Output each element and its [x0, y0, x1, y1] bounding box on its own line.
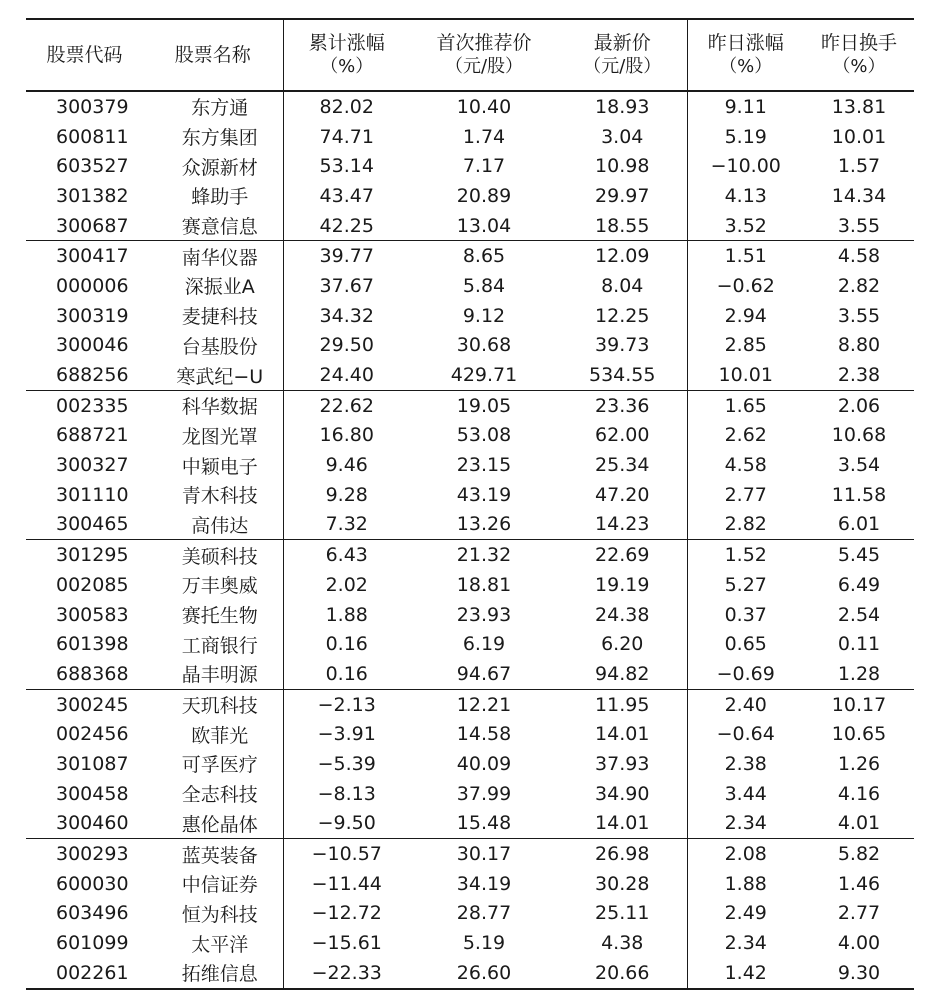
cumulative-gain-cell: 42.25 [283, 211, 410, 241]
stock-code-cell: 688368 [26, 659, 143, 689]
stock-name-cell: 麦捷科技 [181, 306, 258, 329]
yesterday-gain-cell: 9.11 [687, 91, 804, 122]
latest-price-cell: 6.20 [601, 633, 644, 656]
table-row [26, 570, 914, 600]
yesterday-gain-cell: 3.52 [687, 211, 804, 241]
cumulative-gain-cell: 0.16 [283, 659, 410, 689]
header-yesterday-gain [687, 19, 804, 91]
first-recommend-price-cell: 43.19 [456, 483, 512, 506]
stock-name-cell: 太平洋 [191, 933, 249, 956]
table-row [26, 749, 914, 779]
cumulative-gain-cell: −2.13 [283, 689, 410, 719]
first-recommend-price-cell: 15.48 [410, 809, 558, 839]
cumulative-gain-cell: 22.62 [283, 390, 410, 420]
cumulative-gain-cell: −5.39 [283, 749, 410, 779]
yesterday-turnover-cell: 14.34 [831, 184, 887, 207]
first-recommend-price-cell: 30.68 [456, 334, 512, 357]
yesterday-gain-cell: 2.34 [687, 809, 804, 839]
cumulative-gain-cell: 16.80 [283, 421, 410, 451]
latest-price-cell: 3.04 [601, 125, 644, 148]
header-label: 股票代码 [46, 44, 123, 66]
first-recommend-price-cell: 1.74 [462, 125, 506, 148]
latest-price-cell: 22.69 [595, 544, 650, 567]
latest-price-cell: 14.01 [558, 809, 687, 839]
table-row [26, 629, 914, 659]
latest-price-cell: 34.90 [595, 782, 650, 805]
stock-name-cell: 中信证券 [181, 874, 258, 897]
stock-code-cell: 600030 [56, 872, 129, 895]
cumulative-gain-cell: 2.02 [283, 570, 410, 600]
yesterday-gain-cell: −10.00 [687, 151, 804, 181]
stock-code-cell: 301110 [56, 483, 129, 506]
yesterday-turnover-cell: 6.49 [837, 573, 881, 596]
latest-price-cell: 20.66 [558, 958, 687, 989]
latest-price-cell: 62.00 [595, 424, 650, 447]
cumulative-gain-cell: −22.33 [283, 958, 410, 989]
stock-name-cell: 美硕科技 [181, 545, 258, 568]
latest-price-cell: 4.38 [601, 932, 644, 955]
header-label: 最新价 [593, 32, 651, 54]
yesterday-turnover-cell: 10.01 [831, 125, 887, 148]
yesterday-gain-cell: −0.69 [687, 659, 804, 689]
table-row [26, 450, 914, 480]
first-recommend-price-cell: 53.08 [456, 424, 512, 447]
yesterday-gain-cell: 2.49 [687, 899, 804, 929]
cumulative-gain-cell: −15.61 [283, 928, 410, 958]
yesterday-gain-cell: 1.51 [687, 241, 804, 271]
latest-price-cell: 12.25 [595, 304, 650, 327]
cumulative-gain-cell: 6.43 [283, 540, 410, 570]
yesterday-gain-cell: 2.82 [687, 510, 804, 540]
table-row [26, 122, 914, 152]
header-latest-price [558, 19, 687, 91]
latest-price-cell: 534.55 [558, 360, 687, 390]
stock-code-cell: 600811 [56, 125, 129, 148]
header-stock-code [26, 19, 143, 91]
latest-price-cell: 26.98 [595, 843, 650, 866]
yesterday-turnover-cell: 9.30 [804, 958, 914, 989]
header-first-recommend-price [410, 19, 558, 91]
first-recommend-price-cell: 9.12 [462, 304, 506, 327]
cumulative-gain-cell: 1.88 [283, 600, 410, 630]
header-label: 首次推荐价 [436, 32, 532, 54]
cumulative-gain-cell: 24.40 [283, 360, 410, 390]
stock-name-cell: 中颖电子 [181, 455, 258, 478]
stock-name-cell: 蜂助手 [191, 186, 249, 209]
yesterday-gain-cell: 10.01 [687, 360, 804, 390]
latest-price-cell: 10.98 [595, 155, 650, 178]
stock-name-cell: 东方通 [191, 97, 249, 120]
table-row [26, 211, 914, 241]
latest-price-cell: 12.09 [595, 245, 650, 268]
table-row [26, 719, 914, 749]
yesterday-gain-cell: 2.94 [687, 301, 804, 331]
header-unit: （%） [320, 56, 374, 77]
cumulative-gain-cell: 39.77 [283, 241, 410, 271]
first-recommend-price-cell: 20.89 [456, 184, 512, 207]
yesterday-turnover-cell: 3.55 [804, 211, 914, 241]
stock-code-cell: 300417 [56, 245, 129, 268]
stock-code-cell: 601398 [56, 633, 129, 656]
stock-name-cell: 蓝英装备 [181, 844, 258, 867]
table-row [26, 390, 914, 420]
first-recommend-price-cell: 23.93 [456, 603, 512, 626]
stock-name-cell: 东方集团 [181, 127, 258, 150]
yesterday-gain-cell: −0.64 [687, 719, 804, 749]
yesterday-turnover-cell: 8.80 [837, 334, 881, 357]
latest-price-cell: 29.97 [595, 184, 650, 207]
yesterday-turnover-cell: 4.01 [804, 809, 914, 839]
cumulative-gain-cell: −12.72 [283, 899, 410, 929]
latest-price-cell: 24.38 [595, 603, 650, 626]
stock-name-cell: 寒武纪−U [143, 360, 283, 390]
first-recommend-price-cell: 5.84 [462, 274, 506, 297]
stock-name-cell: 台基股份 [181, 335, 258, 358]
first-recommend-price-cell: 14.58 [456, 723, 512, 746]
latest-price-cell: 94.82 [558, 659, 687, 689]
first-recommend-price-cell: 18.81 [456, 573, 512, 596]
yesterday-turnover-cell: 5.45 [837, 544, 881, 567]
stock-code-cell: 300245 [56, 693, 129, 716]
stock-code-cell: 300465 [26, 510, 143, 540]
cumulative-gain-cell: 34.32 [283, 301, 410, 331]
cumulative-gain-cell: 37.67 [283, 271, 410, 301]
yesterday-turnover-cell: 2.06 [837, 394, 881, 417]
stock-code-cell: 301295 [56, 544, 129, 567]
yesterday-gain-cell: 2.40 [687, 689, 804, 719]
table-row [26, 689, 914, 719]
yesterday-turnover-cell: 1.57 [837, 155, 881, 178]
yesterday-gain-cell: 2.38 [687, 749, 804, 779]
yesterday-turnover-cell: 11.58 [831, 483, 887, 506]
yesterday-turnover-cell: 10.68 [831, 424, 887, 447]
first-recommend-price-cell: 12.21 [456, 693, 512, 716]
cumulative-gain-cell: 53.14 [283, 151, 410, 181]
first-recommend-price-cell: 13.26 [410, 510, 558, 540]
cumulative-gain-cell: 0.16 [283, 629, 410, 659]
stock-name-cell: 欧菲光 [191, 724, 249, 747]
first-recommend-price-cell: 21.32 [456, 544, 512, 567]
stock-code-cell: 000006 [56, 274, 129, 297]
latest-price-cell: 19.19 [595, 573, 650, 596]
first-recommend-price-cell: 5.19 [462, 932, 506, 955]
header-unit: （%） [832, 56, 886, 77]
table-row [26, 421, 914, 451]
latest-price-cell: 25.34 [595, 454, 650, 477]
first-recommend-price-cell: 26.60 [410, 958, 558, 989]
stock-code-cell: 301382 [56, 184, 129, 207]
stock-code-cell: 603496 [56, 902, 129, 925]
stock-name-cell: 晶丰明源 [143, 659, 283, 689]
stock-name-cell: 赛托生物 [181, 605, 258, 628]
yesterday-gain-cell: 0.37 [687, 600, 804, 630]
yesterday-turnover-cell: 1.26 [837, 752, 881, 775]
stock-code-cell: 002335 [56, 394, 129, 417]
first-recommend-price-cell: 23.15 [456, 454, 512, 477]
latest-price-cell: 37.93 [595, 752, 650, 775]
stock-code-cell: 300460 [26, 809, 143, 839]
table-row [26, 510, 914, 540]
cumulative-gain-cell: −11.44 [283, 869, 410, 899]
stock-code-cell: 688256 [26, 360, 143, 390]
header-label: 昨日涨幅 [707, 32, 784, 54]
header-label: 累计涨幅 [308, 32, 385, 54]
table-row [26, 659, 914, 689]
header-stock-name [143, 19, 283, 91]
first-recommend-price-cell: 34.19 [456, 872, 512, 895]
stock-code-cell: 300046 [56, 334, 129, 357]
yesterday-gain-cell: 1.52 [687, 540, 804, 570]
cumulative-gain-cell: 82.02 [283, 91, 410, 122]
table-row [26, 958, 914, 989]
stock-name-cell: 众源新材 [181, 156, 258, 179]
header-unit: （元/股） [583, 56, 662, 77]
stock-name-cell: 天玑科技 [181, 695, 258, 718]
stock-table-sheet [26, 18, 914, 990]
header-cumulative-gain [283, 19, 410, 91]
stock-code-cell: 300687 [26, 211, 143, 241]
table-row [26, 600, 914, 630]
latest-price-cell: 47.20 [595, 483, 650, 506]
cumulative-gain-cell: 74.71 [283, 122, 410, 152]
table-row [26, 360, 914, 390]
yesterday-turnover-cell: 3.54 [837, 454, 881, 477]
table-row [26, 928, 914, 958]
stock-code-cell: 300458 [56, 782, 129, 805]
yesterday-gain-cell: 2.34 [687, 928, 804, 958]
yesterday-gain-cell: 2.62 [687, 421, 804, 451]
cumulative-gain-cell: −3.91 [283, 719, 410, 749]
yesterday-turnover-cell: 6.01 [804, 510, 914, 540]
yesterday-gain-cell: −0.62 [687, 271, 804, 301]
cumulative-gain-cell: 9.46 [283, 450, 410, 480]
stock-name-cell: 全志科技 [181, 784, 258, 807]
table-row [26, 271, 914, 301]
cumulative-gain-cell: 7.32 [283, 510, 410, 540]
yesterday-gain-cell: 2.08 [687, 839, 804, 869]
yesterday-turnover-cell: 5.82 [837, 843, 881, 866]
table-row [26, 480, 914, 510]
stock-code-cell: 002085 [56, 573, 129, 596]
stock-code-cell: 301087 [56, 752, 129, 775]
first-recommend-price-cell: 13.04 [410, 211, 558, 241]
yesterday-turnover-cell: 2.54 [837, 603, 881, 626]
header-unit: （元/股） [444, 56, 524, 77]
yesterday-turnover-cell: 1.46 [837, 872, 881, 895]
stock-code-cell: 601099 [56, 932, 129, 955]
first-recommend-price-cell: 8.65 [462, 245, 506, 268]
yesterday-turnover-cell: 0.11 [837, 633, 881, 656]
latest-price-cell: 8.04 [601, 274, 644, 297]
table-row [26, 869, 914, 899]
cumulative-gain-cell: 43.47 [283, 181, 410, 211]
cumulative-gain-cell: −8.13 [283, 779, 410, 809]
yesterday-turnover-cell: 2.82 [837, 274, 881, 297]
stock-name-cell: 万丰奥威 [181, 575, 258, 598]
yesterday-turnover-cell: 3.55 [837, 304, 881, 327]
table-row [26, 779, 914, 809]
stock-name-cell: 科华数据 [181, 396, 258, 419]
header-label: 股票名称 [174, 44, 251, 66]
latest-price-cell: 23.36 [595, 394, 650, 417]
first-recommend-price-cell: 94.67 [410, 659, 558, 689]
table-body [26, 91, 914, 989]
stock-name-cell: 工商银行 [181, 634, 258, 657]
yesterday-turnover-cell: 10.65 [831, 723, 887, 746]
stock-name-cell: 惠伦晶体 [143, 809, 283, 839]
latest-price-cell: 11.95 [595, 693, 650, 716]
yesterday-turnover-cell: 4.58 [837, 245, 881, 268]
yesterday-gain-cell: 1.88 [687, 869, 804, 899]
yesterday-turnover-cell: 1.28 [804, 659, 914, 689]
stock-name-cell: 赛意信息 [143, 211, 283, 241]
latest-price-cell: 39.73 [595, 334, 650, 357]
stock-name-cell: 恒为科技 [181, 903, 258, 926]
yesterday-gain-cell: 0.65 [687, 629, 804, 659]
header-row [26, 19, 914, 91]
yesterday-gain-cell: 2.85 [687, 331, 804, 361]
yesterday-turnover-cell: 13.81 [831, 95, 887, 118]
yesterday-gain-cell: 1.65 [687, 390, 804, 420]
first-recommend-price-cell: 6.19 [462, 633, 506, 656]
stock-table [26, 18, 914, 990]
first-recommend-price-cell: 40.09 [456, 752, 512, 775]
yesterday-gain-cell: 2.77 [687, 480, 804, 510]
yesterday-gain-cell: 4.58 [687, 450, 804, 480]
cumulative-gain-cell: −10.57 [283, 839, 410, 869]
table-row [26, 241, 914, 271]
stock-name-cell: 深振业A [184, 276, 255, 299]
header-label: 昨日换手 [820, 32, 897, 54]
stock-code-cell: 002456 [56, 723, 129, 746]
latest-price-cell: 14.23 [558, 510, 687, 540]
first-recommend-price-cell: 37.99 [456, 782, 512, 805]
stock-code-cell: 300293 [56, 843, 129, 866]
yesterday-gain-cell: 1.42 [687, 958, 804, 989]
yesterday-turnover-cell: 2.38 [804, 360, 914, 390]
header-unit: （%） [719, 56, 773, 77]
header-yesterday-turnover [804, 19, 914, 91]
stock-code-cell: 688721 [56, 424, 129, 447]
table-row [26, 181, 914, 211]
yesterday-gain-cell: 4.13 [687, 181, 804, 211]
latest-price-cell: 18.93 [595, 95, 650, 118]
cumulative-gain-cell: 9.28 [283, 480, 410, 510]
cumulative-gain-cell: 29.50 [283, 331, 410, 361]
latest-price-cell: 30.28 [595, 872, 650, 895]
stock-code-cell: 300379 [56, 95, 129, 118]
table-row [26, 331, 914, 361]
stock-code-cell: 300583 [56, 603, 129, 626]
table-row [26, 839, 914, 869]
yesterday-turnover-cell: 10.17 [831, 693, 887, 716]
latest-price-cell: 18.55 [558, 211, 687, 241]
table-row [26, 91, 914, 122]
first-recommend-price-cell: 10.40 [456, 95, 512, 118]
stock-code-cell: 300319 [56, 304, 129, 327]
table-row [26, 809, 914, 839]
yesterday-turnover-cell: 4.00 [837, 932, 881, 955]
first-recommend-price-cell: 28.77 [456, 902, 512, 925]
stock-name-cell: 南华仪器 [181, 246, 258, 269]
first-recommend-price-cell: 429.71 [410, 360, 558, 390]
table-row [26, 151, 914, 181]
first-recommend-price-cell: 19.05 [456, 394, 512, 417]
stock-name-cell: 拓维信息 [143, 958, 283, 989]
latest-price-cell: 25.11 [595, 902, 650, 925]
stock-name-cell: 高伟达 [143, 510, 283, 540]
yesterday-gain-cell: 3.44 [687, 779, 804, 809]
cumulative-gain-cell: −9.50 [283, 809, 410, 839]
first-recommend-price-cell: 30.17 [456, 843, 512, 866]
latest-price-cell: 14.01 [595, 723, 650, 746]
stock-code-cell: 603527 [56, 155, 129, 178]
yesterday-turnover-cell: 4.16 [837, 782, 881, 805]
table-row [26, 899, 914, 929]
yesterday-gain-cell: 5.27 [687, 570, 804, 600]
stock-name-cell: 龙图光罩 [181, 425, 258, 448]
yesterday-gain-cell: 5.19 [687, 122, 804, 152]
stock-name-cell: 青木科技 [181, 485, 258, 508]
first-recommend-price-cell: 7.17 [462, 155, 506, 178]
yesterday-turnover-cell: 2.77 [837, 902, 881, 925]
table-row [26, 301, 914, 331]
stock-code-cell: 300327 [56, 454, 129, 477]
table-row [26, 540, 914, 570]
stock-code-cell: 002261 [26, 958, 143, 989]
stock-name-cell: 可孚医疗 [181, 754, 258, 777]
